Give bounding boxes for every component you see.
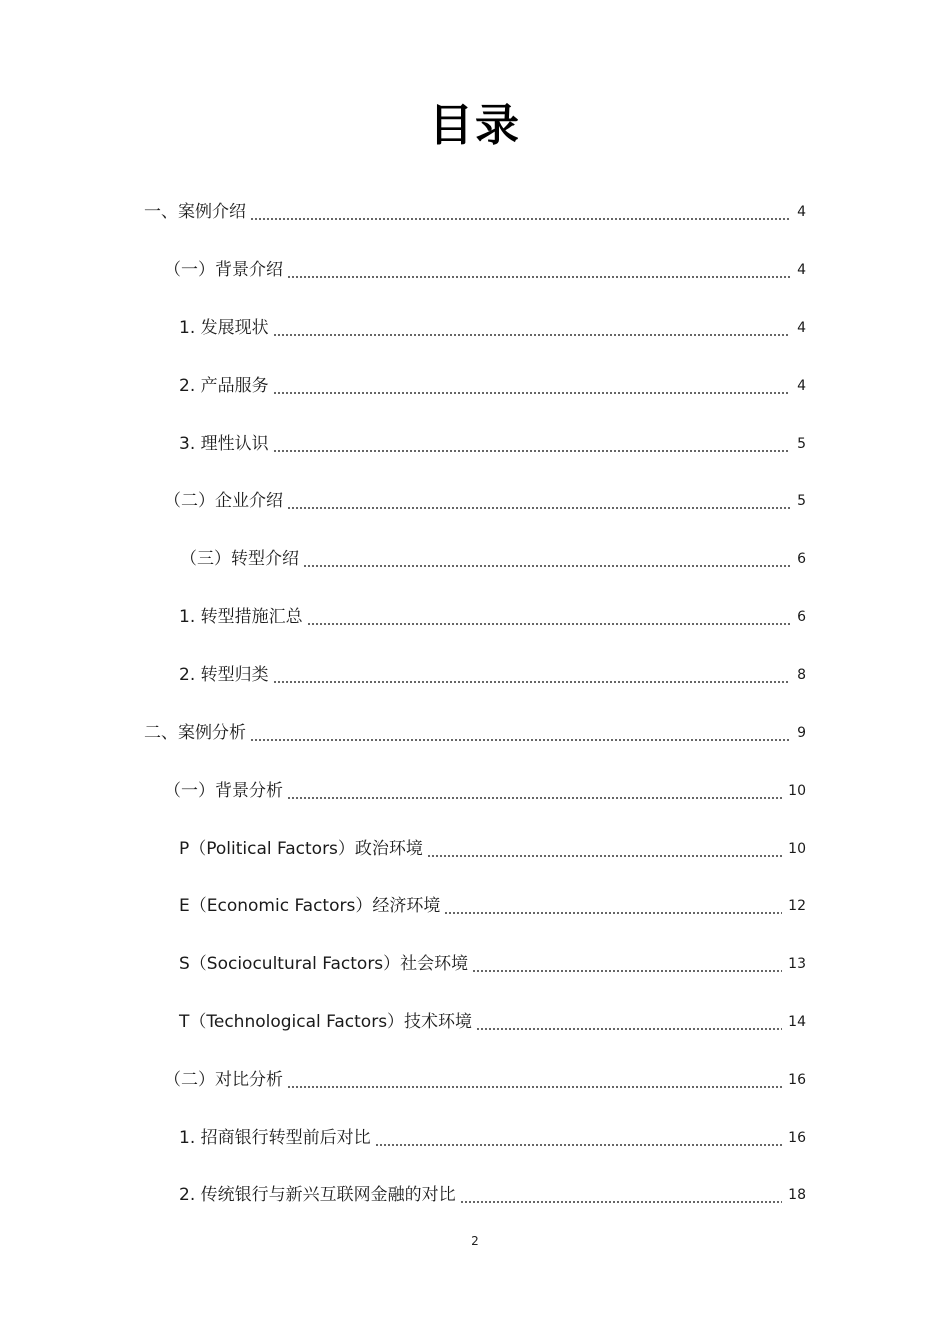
toc-entry-page: 13 bbox=[788, 956, 806, 972]
toc-entry[interactable] bbox=[179, 1007, 806, 1037]
toc-entry[interactable] bbox=[179, 949, 806, 979]
dot-leader bbox=[287, 257, 790, 279]
toc-entry-label: （一）背景介绍 bbox=[164, 260, 283, 280]
toc-entry-page: 4 bbox=[797, 262, 806, 278]
dot-leader bbox=[273, 315, 790, 337]
toc-entry[interactable] bbox=[179, 313, 806, 343]
toc-entry-page: 4 bbox=[797, 378, 806, 394]
toc-entry[interactable] bbox=[164, 1065, 806, 1095]
toc-entry-label: 2. 传统银行与新兴互联网金融的对比 bbox=[179, 1185, 456, 1205]
toc-entry-page: 10 bbox=[788, 841, 806, 857]
toc-entry-page: 12 bbox=[788, 898, 806, 914]
dot-leader bbox=[287, 778, 782, 800]
toc-entry-page: 9 bbox=[797, 725, 806, 741]
toc-entry-page: 4 bbox=[797, 204, 806, 220]
toc-entry-page: 8 bbox=[797, 667, 806, 683]
dot-leader bbox=[476, 1009, 782, 1031]
dot-leader bbox=[250, 720, 790, 742]
toc-entry[interactable] bbox=[179, 602, 806, 632]
dot-leader bbox=[287, 1067, 782, 1089]
toc-entry[interactable] bbox=[179, 371, 806, 401]
toc-entry-page: 6 bbox=[797, 609, 806, 625]
dot-leader bbox=[287, 488, 790, 510]
toc-entry[interactable] bbox=[180, 544, 806, 574]
toc-entry-page: 14 bbox=[788, 1014, 806, 1030]
toc-entry-label: （二）企业介绍 bbox=[164, 491, 283, 511]
toc-entry-page: 16 bbox=[788, 1130, 806, 1146]
toc-entry[interactable] bbox=[164, 776, 806, 806]
toc-entry-label: （一）背景分析 bbox=[164, 781, 283, 801]
toc-entry-label: （二）对比分析 bbox=[164, 1070, 283, 1090]
toc-entry-page: 6 bbox=[797, 551, 806, 567]
toc-entry-label: P（Political Factors）政治环境 bbox=[179, 839, 423, 859]
toc-entry-label: 2. 产品服务 bbox=[179, 376, 269, 396]
toc-entry[interactable] bbox=[179, 429, 806, 459]
toc-entry-label: 1. 招商银行转型前后对比 bbox=[179, 1128, 371, 1148]
toc-entry[interactable] bbox=[164, 255, 806, 285]
toc-entry-label: 二、案例分析 bbox=[144, 723, 246, 743]
toc-entry-page: 4 bbox=[797, 320, 806, 336]
dot-leader bbox=[273, 662, 790, 684]
dot-leader bbox=[460, 1182, 783, 1204]
toc-entry-page: 10 bbox=[788, 783, 806, 799]
dot-leader bbox=[303, 546, 790, 568]
toc-entry-label: T（Technological Factors）技术环境 bbox=[179, 1012, 473, 1032]
toc-entry-page: 5 bbox=[797, 493, 806, 509]
dot-leader bbox=[273, 373, 790, 395]
dot-leader bbox=[375, 1125, 783, 1147]
dot-leader bbox=[427, 836, 782, 858]
toc-entry[interactable] bbox=[179, 1123, 806, 1153]
toc-entry-label: 3. 理性认识 bbox=[179, 434, 269, 454]
dot-leader bbox=[307, 604, 790, 626]
dot-leader bbox=[472, 951, 782, 973]
toc-entry-page: 5 bbox=[797, 436, 806, 452]
toc-entry-label: 1. 转型措施汇总 bbox=[179, 607, 303, 627]
toc-entry[interactable] bbox=[179, 891, 806, 921]
toc-entry-label: E（Economic Factors）经济环境 bbox=[179, 896, 441, 916]
dot-leader bbox=[250, 199, 790, 221]
toc-entry[interactable] bbox=[144, 197, 806, 227]
toc-entry-label: 2. 转型归类 bbox=[179, 665, 269, 685]
toc-entry[interactable] bbox=[179, 834, 806, 864]
toc-entry-page: 16 bbox=[788, 1072, 806, 1088]
page-number: 2 bbox=[471, 1234, 479, 1248]
toc-entry[interactable] bbox=[144, 718, 806, 748]
toc-entry-page: 18 bbox=[788, 1187, 806, 1203]
toc-entry-label: 一、案例介绍 bbox=[144, 202, 246, 222]
toc-entry[interactable] bbox=[179, 1180, 806, 1210]
toc-entry-label: （三）转型介绍 bbox=[180, 549, 299, 569]
toc-entry[interactable] bbox=[164, 486, 806, 516]
toc-entry-label: S（Sociocultural Factors）社会环境 bbox=[179, 954, 469, 974]
page-title: 目录 bbox=[429, 100, 521, 151]
dot-leader bbox=[444, 893, 782, 915]
dot-leader bbox=[273, 431, 790, 453]
toc-entry[interactable] bbox=[179, 660, 806, 690]
toc-entry-label: 1. 发展现状 bbox=[179, 318, 269, 338]
